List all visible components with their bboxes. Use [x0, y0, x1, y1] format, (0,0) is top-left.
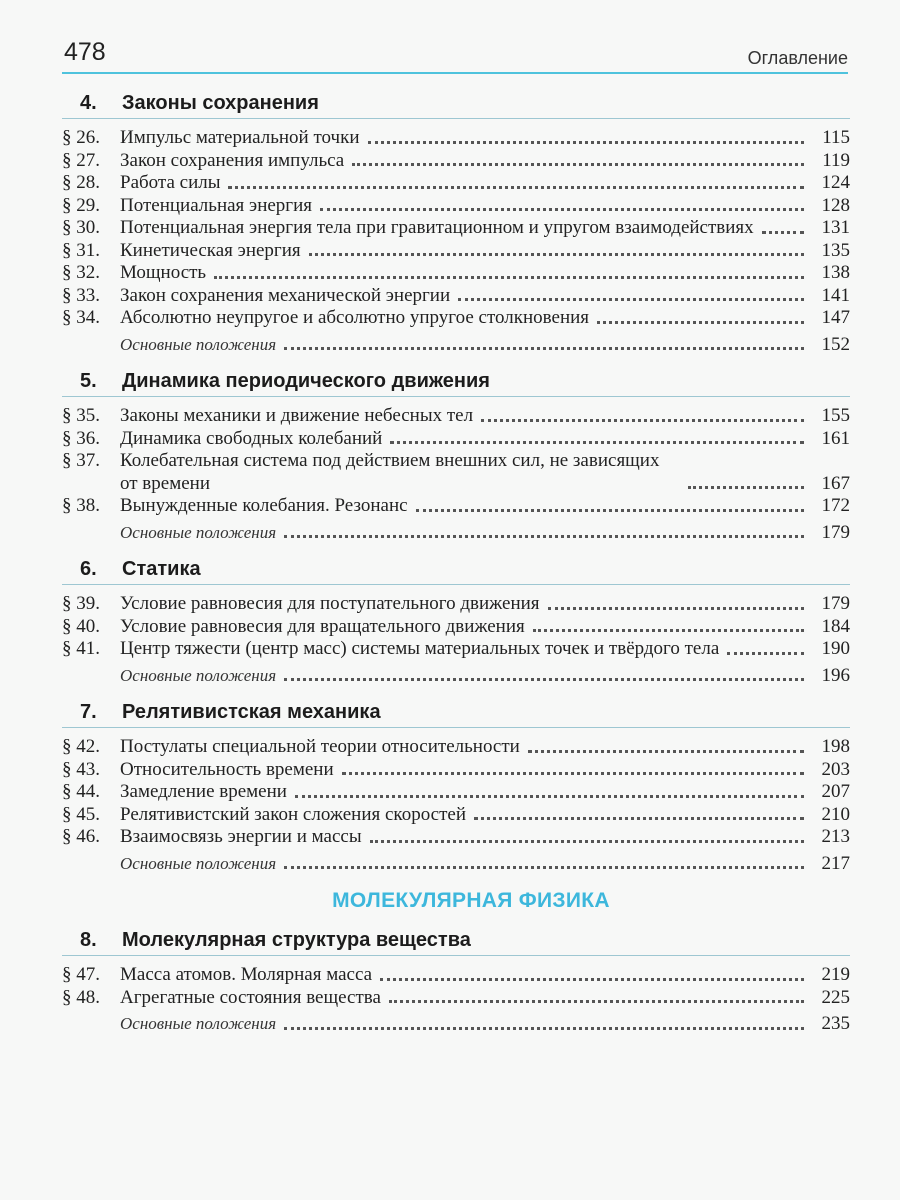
dot-leader [342, 772, 804, 775]
dot-leader [214, 276, 804, 279]
page-ref: 167 [821, 472, 850, 494]
page-ref: 203 [821, 758, 850, 780]
dot-leader [368, 141, 805, 144]
chapter-title [62, 88, 850, 119]
toc-entry[interactable] [62, 285, 850, 308]
chapter-name: Динамика периодического движения [122, 370, 490, 392]
page-ref: 217 [821, 852, 850, 874]
dot-leader [284, 866, 804, 869]
chapter-title [62, 925, 850, 956]
entry-title: Постулаты специальной теории относительности [120, 736, 520, 757]
chapter-name: Статика [122, 558, 201, 580]
entry-title: Колебательная система под действием внешних сил, не зависящих от времени [120, 450, 660, 494]
paragraph-number: § 29. [62, 194, 100, 216]
paragraph-number: § 27. [62, 149, 100, 171]
chapter-number: 7. [80, 701, 97, 723]
paragraph-number: § 40. [62, 615, 100, 637]
entry-title: Потенциальная энергия [120, 194, 313, 216]
dot-leader [474, 817, 804, 820]
page-ref: 147 [821, 307, 850, 328]
toc-entry[interactable] [62, 964, 850, 987]
paragraph-number: § 48. [62, 986, 100, 1008]
paragraph-number: § 26. [62, 127, 100, 148]
page-number: 478 [64, 38, 106, 66]
dot-leader [380, 978, 804, 981]
paragraph-number: § 34. [62, 307, 100, 328]
toc-entry[interactable] [62, 450, 850, 495]
entry-title: Вынужденные колебания. Резонанс [120, 495, 408, 516]
dot-leader [597, 321, 804, 324]
toc-entry[interactable] [62, 736, 850, 759]
toc-entry[interactable] [62, 262, 850, 285]
page-ref: 190 [821, 638, 850, 659]
entry-title: Замедление времени [120, 781, 287, 802]
chapter-number: 5. [80, 370, 97, 392]
entry-title: Динамика свободных колебаний [120, 427, 383, 449]
paragraph-number: § 31. [62, 239, 100, 261]
summary-title: Основные положения [120, 665, 277, 685]
chapter-number: 8. [80, 929, 97, 951]
page-ref: 128 [821, 194, 850, 216]
page-ref: 213 [821, 826, 850, 847]
entry-title: Релятивистский закон сложения скоростей [120, 803, 467, 825]
entry-title: Агрегатные состояния вещества [120, 986, 381, 1008]
paragraph-number: § 28. [62, 172, 100, 193]
dot-leader [688, 486, 804, 489]
paragraph-number: § 33. [62, 284, 100, 306]
toc-entry[interactable] [62, 172, 850, 195]
dot-leader [533, 629, 804, 632]
page-ref: 225 [821, 986, 850, 1008]
dot-leader [284, 1027, 804, 1030]
toc-entry[interactable] [62, 217, 850, 240]
entry-title: Относительность времени [120, 758, 334, 780]
paragraph-number: § 47. [62, 964, 100, 985]
dot-leader [762, 231, 804, 234]
page-ref: 210 [821, 803, 850, 825]
paragraph-number: § 39. [62, 593, 100, 614]
paragraph-number: § 37. [62, 450, 100, 471]
entry-title: Кинетическая энергия [120, 239, 301, 261]
entry-title: Масса атомов. Молярная масса [120, 964, 373, 985]
paragraph-number: § 46. [62, 826, 100, 847]
entry-title: Работа силы [120, 172, 221, 193]
toc-entry[interactable] [62, 759, 850, 782]
chapter-title [62, 697, 850, 728]
page-ref: 198 [821, 736, 850, 757]
page-ref: 235 [821, 1013, 850, 1034]
toc-entry[interactable] [62, 240, 850, 263]
page-ref: 124 [821, 172, 850, 193]
toc-entry[interactable] [62, 428, 850, 451]
paragraph-number: § 38. [62, 495, 100, 516]
dot-leader [390, 441, 804, 444]
entry-title: Условие равновесия для поступательного движения [120, 593, 540, 614]
entry-title: Потенциальная энергия тела при гравитационном и упругом взаимодействиях [120, 217, 754, 238]
dot-leader [481, 419, 804, 422]
toc-entry[interactable] [62, 987, 850, 1010]
dot-leader [458, 298, 804, 301]
toc-summary-entry[interactable] [62, 853, 850, 876]
page-ref: 179 [821, 521, 850, 543]
page-ref: 115 [822, 127, 850, 148]
page-ref: 135 [821, 239, 850, 261]
page-ref: 152 [821, 333, 850, 355]
chapter-4 [62, 88, 850, 356]
page-ref: 184 [821, 615, 850, 637]
running-head [62, 40, 848, 74]
entry-title: Законы механики и движение небесных тел [120, 405, 474, 426]
toc-entry[interactable] [62, 826, 850, 849]
paragraph-number: § 30. [62, 217, 100, 238]
toc-summary-entry[interactable] [62, 665, 850, 688]
page-ref: 131 [821, 217, 850, 238]
dot-leader [389, 1000, 804, 1003]
dot-leader [295, 795, 804, 798]
entry-title: Взаимосвязь энергии и массы [120, 826, 362, 847]
paragraph-number: § 32. [62, 262, 100, 283]
dot-leader [284, 678, 804, 681]
page-ref: 119 [822, 149, 850, 171]
entry-title: Закон сохранения механической энергии [120, 284, 451, 306]
entry-title: Импульс материальной точки [120, 127, 360, 148]
dot-leader [309, 253, 804, 256]
dot-leader [727, 652, 804, 655]
chapter-number: 4. [80, 92, 97, 114]
paragraph-number: § 35. [62, 405, 100, 426]
paragraph-number: § 43. [62, 758, 100, 780]
paragraph-number: § 45. [62, 803, 100, 825]
dot-leader [370, 840, 804, 843]
entry-title: Мощность [120, 262, 207, 283]
summary-title: Основные положения [120, 1014, 277, 1033]
toc-entry[interactable] [62, 405, 850, 428]
toc-entry[interactable] [62, 127, 850, 150]
toc-entry[interactable] [62, 781, 850, 804]
chapter-name: Молекулярная структура вещества [122, 929, 471, 951]
toc-entry[interactable] [62, 307, 850, 330]
chapter-6 [62, 554, 850, 687]
dot-leader [320, 208, 804, 211]
page-ref: 179 [821, 593, 850, 614]
page-ref: 196 [821, 664, 850, 686]
paragraph-number: § 44. [62, 781, 100, 802]
paragraph-number: § 36. [62, 427, 100, 449]
entry-title: Центр тяжести (центр масс) системы материальных точек и твёрдого тела [120, 638, 720, 659]
dot-leader [416, 509, 804, 512]
page-ref: 207 [821, 781, 850, 802]
chapter-name: Законы сохранения [122, 92, 319, 114]
toc-summary-entry[interactable] [62, 522, 850, 545]
page-ref: 172 [821, 495, 850, 516]
entry-title: Абсолютно неупругое и абсолютно упругое столкновения [120, 307, 590, 328]
part-title: МОЛЕКУЛЯРНАЯ ФИЗИКА [332, 889, 610, 912]
chapter-8 [62, 925, 850, 1036]
summary-title: Основные положения [120, 334, 277, 354]
dot-leader [548, 607, 804, 610]
summary-title: Основные положения [120, 522, 277, 542]
toc-summary-entry[interactable] [62, 1013, 850, 1036]
page-ref: 161 [821, 427, 850, 449]
entry-title: Закон сохранения импульса [120, 149, 345, 171]
toc-entry[interactable] [62, 616, 850, 639]
chapter-7 [62, 697, 850, 875]
chapter-title [62, 366, 850, 397]
dot-leader [528, 750, 804, 753]
toc-entry[interactable] [62, 804, 850, 827]
chapter-number: 6. [80, 558, 97, 580]
page-ref: 141 [821, 284, 850, 306]
toc-entry[interactable] [62, 150, 850, 173]
toc-entry[interactable] [62, 593, 850, 616]
toc-entry[interactable] [62, 195, 850, 218]
chapter-name: Релятивистская механика [122, 701, 381, 723]
summary-title: Основные положения [120, 853, 277, 873]
dot-leader [352, 163, 804, 166]
chapter-title [62, 554, 850, 585]
toc-summary-entry[interactable] [62, 334, 850, 357]
page-ref: 219 [821, 964, 850, 985]
dot-leader [284, 535, 804, 538]
paragraph-number: § 41. [62, 638, 100, 659]
dot-leader [284, 347, 804, 350]
dot-leader [228, 186, 804, 189]
running-head-title: Оглавление [747, 48, 848, 68]
toc-entry[interactable] [62, 495, 850, 518]
page-ref: 138 [821, 262, 850, 283]
entry-title: Условие равновесия для вращательного движения [120, 615, 525, 637]
chapter-5 [62, 366, 850, 544]
toc-entry[interactable] [62, 638, 850, 661]
page-ref: 155 [821, 405, 850, 426]
paragraph-number: § 42. [62, 736, 100, 757]
table-of-contents [62, 88, 850, 1036]
